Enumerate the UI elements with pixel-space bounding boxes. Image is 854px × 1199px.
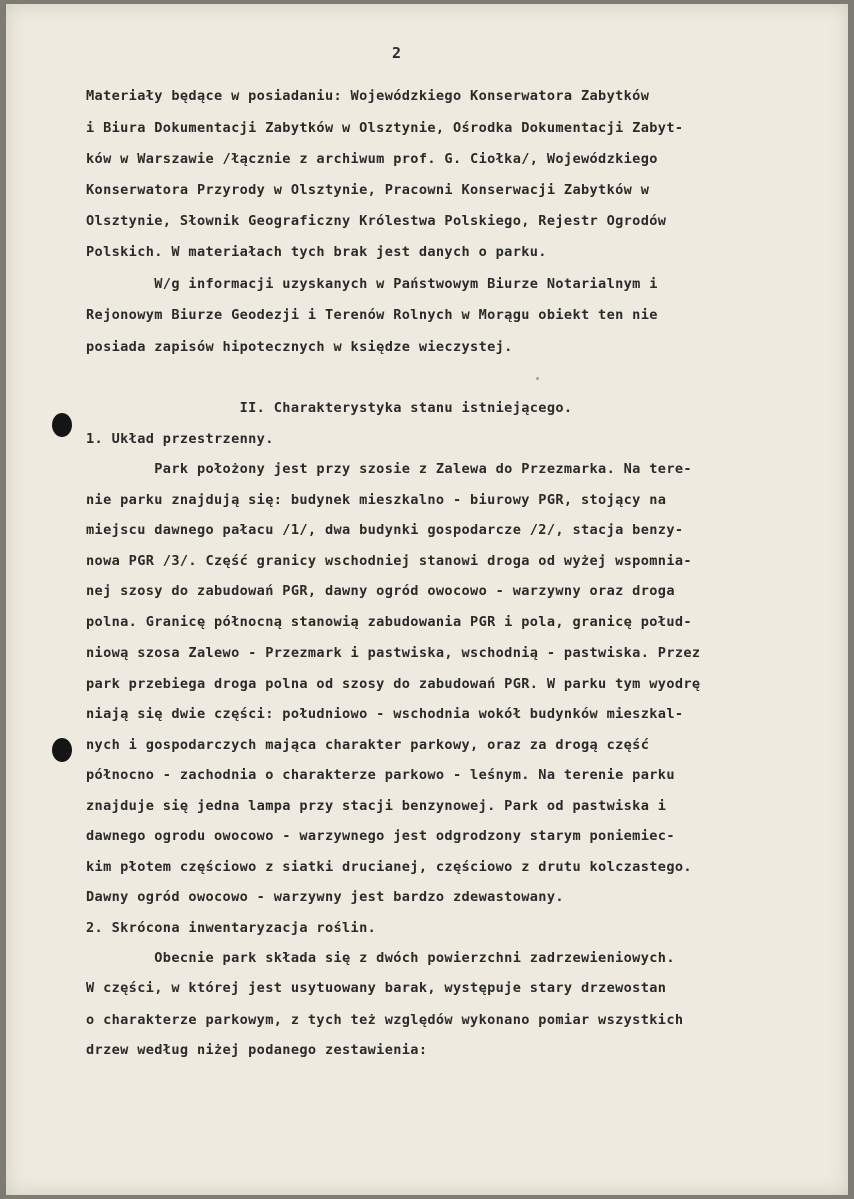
text-line: Park położony jest przy szosie z Zalewa do Przezmarka. Na tere- (86, 461, 692, 477)
binder-hole-mark (52, 413, 72, 437)
text-line: kim płotem częściowo z siatki drucianej, częściowo z drutu kolczastego. (86, 859, 692, 875)
text-line: nie parku znajdują się: budynek mieszkalno - biurowy PGR, stojący na (86, 492, 667, 508)
text-line: Materiały będące w posiadaniu: Wojewódzkiego Konserwatora Zabytków (86, 88, 650, 104)
text-line: miejscu dawnego pałacu /1/, dwa budynki gospodarcze /2/, stacja benzy- (86, 522, 684, 538)
text-line: Rejonowym Biurze Geodezji i Terenów Rolnych w Morągu obiekt ten nie (86, 307, 658, 323)
page-number: 2 (392, 44, 402, 62)
text-line: Obecnie park składa się z dwóch powierzchni zadrzewieniowych. (86, 950, 675, 966)
text-line: o charakterze parkowym, z tych też względów wykonano pomiar wszystkich (86, 1012, 684, 1028)
text-line: W części, w której jest usytuowany barak, występuje stary drzewostan (86, 980, 667, 996)
text-line: i Biura Dokumentacji Zabytków w Olsztynie, Ośrodka Dokumentacji Zabyt- (86, 120, 684, 136)
text-line: W/g informacji uzyskanych w Państwowym Biurze Notarialnym i (86, 276, 658, 292)
binder-hole-mark (52, 738, 72, 762)
text-line: polna. Granicę północną stanowią zabudowania PGR i pola, granicę połud- (86, 614, 692, 630)
text-line: Dawny ogród owocowo - warzywny jest bardzo zdewastowany. (86, 889, 564, 905)
section-heading: II. Charakterystyka stanu istniejącego. (86, 400, 573, 416)
text-line: Olsztynie, Słownik Geograficzny Królestwa Polskiego, Rejestr Ogrodów (86, 213, 667, 229)
subsection-heading: 1. Układ przestrzenny. (86, 431, 274, 447)
text-line: Polskich. W materiałach tych brak jest danych o parku. (86, 244, 547, 260)
text-line: niową szosa Zalewo - Przezmark i pastwiska, wschodnią - pastwiska. Przez (86, 645, 701, 661)
text-line: park przebiega droga polna od szosy do zabudowań PGR. W parku tym wyodrę (86, 676, 701, 692)
text-line: drzew według niżej podanego zestawienia: (86, 1042, 428, 1058)
text-line: niają się dwie części: południowo - wschodnia wokół budynków mieszkal- (86, 706, 684, 722)
text-line: nowa PGR /3/. Część granicy wschodniej stanowi droga od wyżej wspomnia- (86, 553, 692, 569)
text-line: Konserwatora Przyrody w Olsztynie, Pracowni Konserwacji Zabytków w (86, 182, 650, 198)
text-line: nych i gospodarczych mająca charakter parkowy, oraz za drogą część (86, 737, 650, 753)
subsection-heading: 2. Skrócona inwentaryzacja roślin. (86, 920, 377, 936)
ink-speck (536, 377, 539, 380)
text-line: posiada zapisów hipotecznych w księdze wieczystej. (86, 339, 513, 355)
text-line: północno - zachodnia o charakterze parkowo - leśnym. Na terenie parku (86, 767, 675, 783)
text-line: dawnego ogrodu owocowo - warzywnego jest odgrodzony starym poniemiec- (86, 828, 675, 844)
text-line: znajduje się jedna lampa przy stacji benzynowej. Park od pastwiska i (86, 798, 667, 814)
text-line: nej szosy do zabudowań PGR, dawny ogród owocowo - warzywny oraz droga (86, 583, 675, 599)
text-line: ków w Warszawie /łącznie z archiwum prof. G. Ciołka/, Wojewódzkiego (86, 151, 658, 167)
